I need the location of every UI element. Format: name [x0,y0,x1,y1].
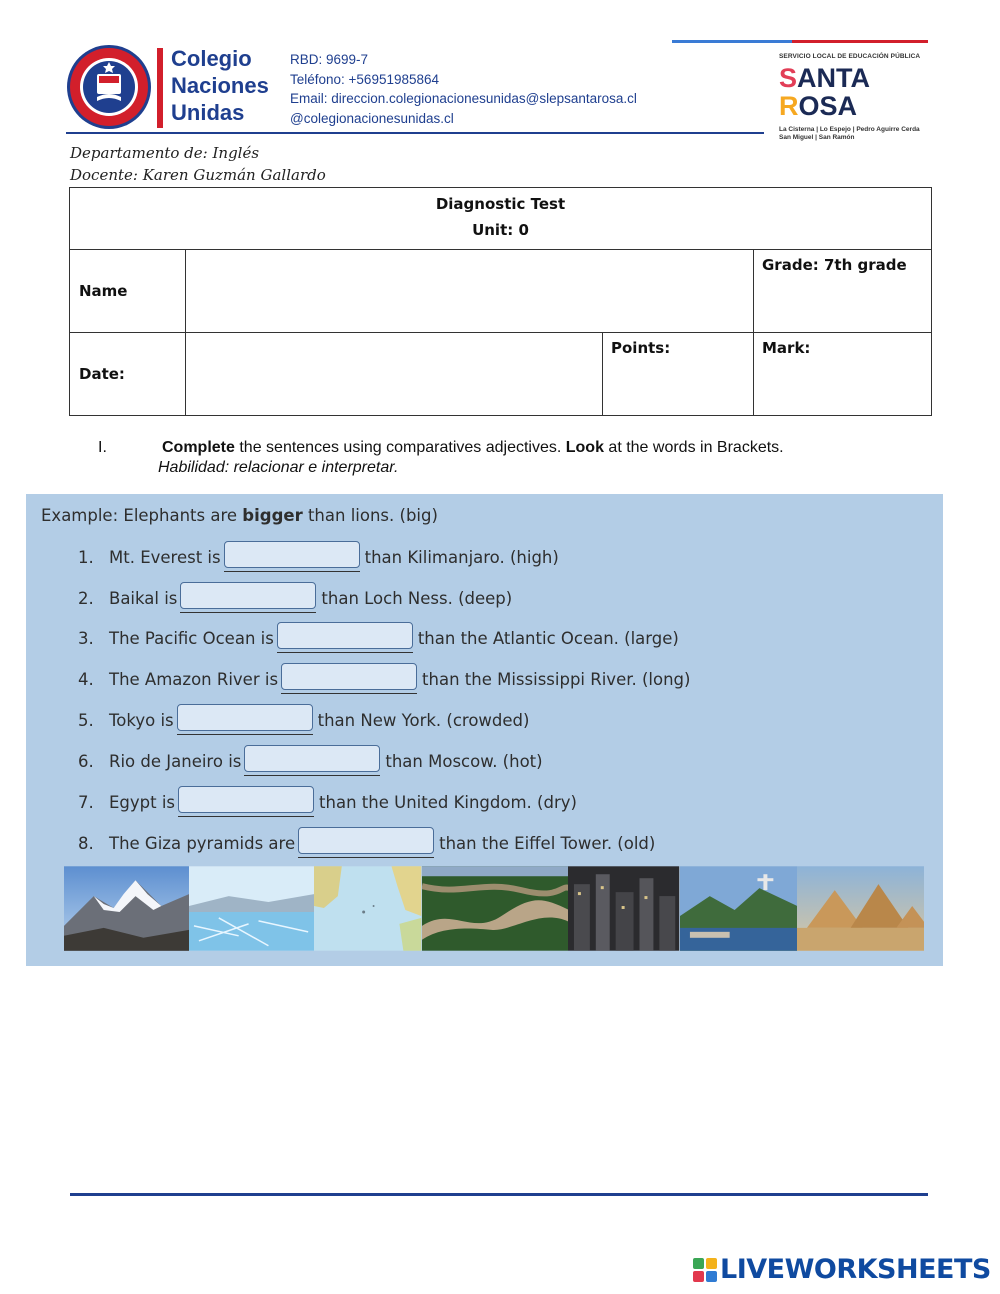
teacher-text: Docente: Karen Guzmán Gallardo [70,166,326,184]
header-divider [157,48,163,128]
item-text-after: than Kilimanjaro. (high) [364,547,559,567]
rio-photo [680,866,797,951]
item-text-before: Egypt is [109,792,176,812]
item-number: 4. [78,669,94,689]
school-name-line: Naciones [171,73,269,98]
school-name-line: Unidas [171,100,245,125]
item-number: 8. [78,833,94,853]
rbd-text: RBD: 9699-7 [290,52,369,67]
exercise-item [78,622,679,654]
exercise-item [78,745,543,777]
world-map-photo [314,866,421,951]
communes-line: San Miguel | San Ramón [779,134,855,141]
river-photo [422,866,569,951]
slep-communes [779,126,920,142]
item-text-after: than the Mississippi River. (long) [422,669,691,689]
item-text-after: than the Eiffel Tower. (old) [439,833,656,853]
school-name [171,45,291,126]
date-field[interactable] [186,333,603,416]
mark-label: Mark: [754,333,932,416]
answer-input[interactable] [298,827,434,859]
contact-block [290,50,637,128]
slep-logo-letter: S [779,63,798,93]
photo-strip [64,866,924,951]
slep-logo-text: OSA [798,91,858,121]
instruction-verb: Complete [162,439,235,456]
item-text-before: Mt. Everest is [109,547,221,567]
school-seal-logo [66,44,152,130]
slep-logo-letter: R [779,91,799,121]
header-underline [66,132,764,134]
item-text-before: Tokyo is [109,710,174,730]
instructions [98,438,784,478]
grade-label: Grade: 7th grade [754,250,932,333]
instruction-text: at the words in Brackets. [603,439,784,456]
slep-logo [779,64,870,120]
test-title: Diagnostic Test [435,195,566,213]
item-number: 1. [78,547,94,567]
answer-input[interactable] [244,745,380,777]
mountain-photo [64,866,189,951]
exercise-item [78,827,655,859]
exercise-item [78,786,577,818]
item-text-after: than New York. (crowded) [317,710,530,730]
student-info-table [69,187,932,416]
liveworksheets-logo [692,1254,991,1285]
skill-text: Habilidad: relacionar e interpretar. [158,459,399,476]
item-text-after: than Moscow. (hot) [385,751,543,771]
item-text-after: than the Atlantic Ocean. (large) [417,628,679,648]
communes-line: La Cisterna | Lo Espejo | Pedro Aguirre Cerda [779,126,920,133]
example-answer: bigger [242,506,303,525]
test-title-cell [70,188,932,250]
email-text: Email: direccion.colegionacionesunidas@slepsantarosa.cl [290,91,637,107]
item-text-after: than the United Kingdom. (dry) [319,792,577,812]
social-handle: @colegionacionesunidas.cl [290,110,454,126]
item-number: 5. [78,710,94,730]
header-accent-lines [672,40,928,43]
points-label: Points: [603,333,754,416]
answer-input[interactable] [180,582,316,614]
answer-input[interactable] [281,663,417,695]
exercise-item [78,704,529,736]
pyramids-photo [797,866,924,951]
item-number: 7. [78,792,94,812]
instruction-text: the sentences using comparatives adjectives. [234,439,566,456]
section-number: I. [98,439,107,456]
item-text-before: The Amazon River is [109,669,279,689]
item-text-before: Baikal is [109,588,178,608]
footer-line [70,1193,928,1196]
liveworksheets-mark-icon [692,1257,718,1283]
instruction-verb: Look [565,439,604,456]
meta-block [70,142,326,186]
slep-service-label: SERVICIO LOCAL DE EDUCACIÓN PÚBLICA [779,53,921,60]
phone-text: Teléfono: +56951985864 [290,71,440,87]
school-name-line: Colegio [171,46,252,71]
liveworksheets-brand: LIVEWORKSHEETS [720,1254,991,1285]
frozen-lake-photo [189,866,314,951]
date-label: Date: [70,333,186,416]
example-text: than lions. (big) [302,506,438,525]
item-number: 2. [78,588,94,608]
item-number: 3. [78,628,94,648]
answer-input[interactable] [177,704,313,736]
unit-label: Unit: 0 [472,221,529,239]
department-text: Departamento de: Inglés [70,144,260,162]
answer-input[interactable] [224,541,360,573]
item-number: 6. [78,751,94,771]
example-sentence [41,506,438,525]
name-field[interactable] [186,250,754,333]
item-text-before: The Giza pyramids are [109,833,296,853]
name-label: Name [70,250,186,333]
exercise-item [78,541,559,573]
item-text-after: than Loch Ness. (deep) [321,588,513,608]
exercise-item [78,582,512,614]
example-text: Example: Elephants are [41,506,243,525]
answer-input[interactable] [178,786,314,818]
item-text-before: The Pacific Ocean is [109,628,274,648]
answer-input[interactable] [277,622,413,654]
item-text-before: Rio de Janeiro is [109,751,242,771]
slep-logo-text: ANTA [797,63,870,93]
city-night-photo [568,866,679,951]
exercise-item [78,663,690,695]
exercise-panel [26,494,943,966]
